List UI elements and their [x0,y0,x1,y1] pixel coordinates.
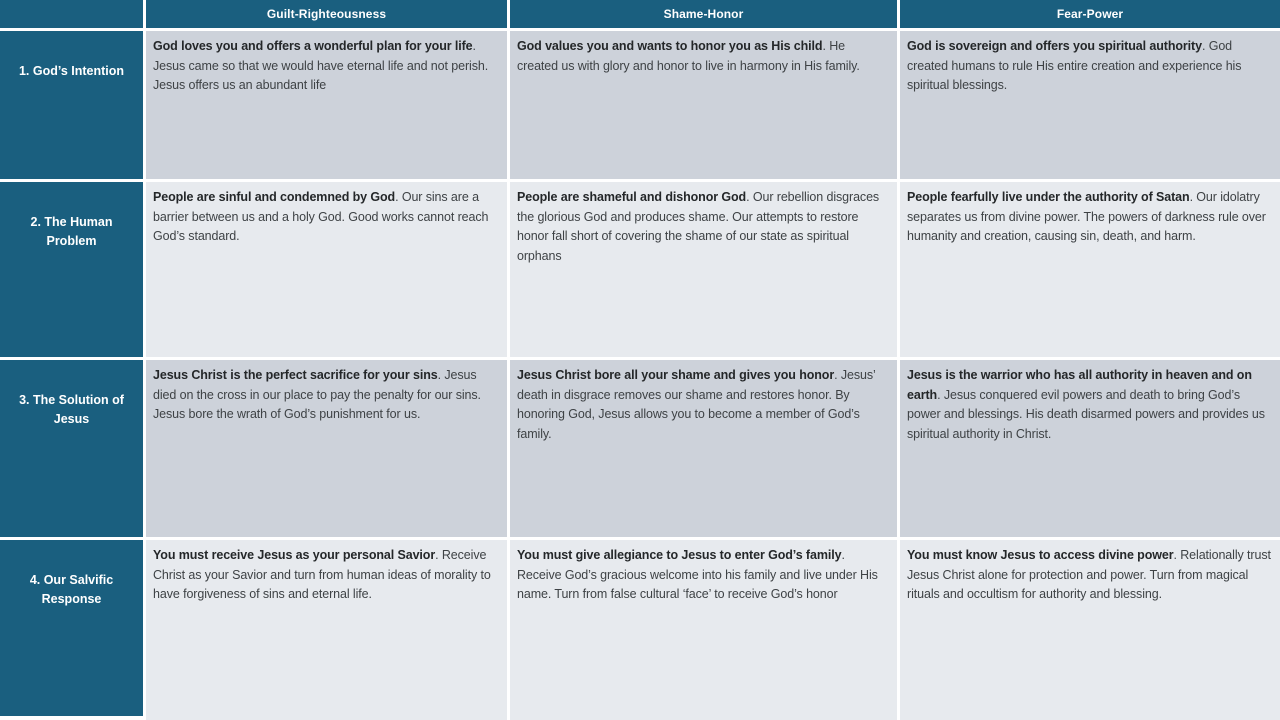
cell-lead-text: People are sinful and condemned by God [153,190,396,204]
cell-lead-text: People are shameful and dishonor God [517,190,747,204]
cell-body-text: . Jesus’ death in disgrace removes our shame and restores honor. By honoring God, Jesus allows you to become a member of God’s family. [517,368,876,441]
cell-lead-text: You must know Jesus to access divine power [907,548,1174,562]
cell-r2-shame [510,182,897,357]
row-label-solution-of-jesus: 3. The Solution of Jesus [0,360,143,537]
cell-r4-shame [510,540,897,720]
cell-lead-text: God values you and wants to honor you as His child [517,39,823,53]
column-header-label: Shame-Honor [663,7,744,21]
cell-r3-guilt [146,360,507,537]
cell-lead-text: You must receive Jesus as your personal Savior [153,548,436,562]
column-header-label: Fear-Power [1056,7,1124,21]
cell-body-text: . Our rebellion disgraces the glorious God and produces shame. Our attempts to restore honor fall short of covering the shame of our state as spiritual orphans [517,190,880,263]
cell-lead-text: You must give allegiance to Jesus to enter God’s family [517,548,842,562]
cell-r4-guilt [146,540,507,720]
cell-body-text: . God created humans to rule His entire creation and experience his spiritual blessings. [907,39,1242,92]
cell-r3-shame [510,360,897,537]
cell-lead-text: Jesus is the warrior who has all authority in heaven and on earth [907,368,1252,402]
column-header-guilt-righteousness [146,0,507,28]
cell-body-text: . Receive God’s gracious welcome into his family and live under His name. Turn from false cultural ‘face’ to receive God’s honor [517,548,878,601]
cell-body-text: . Our idolatry separates us from divine power. The powers of darkness rule over humanity and creation, causing sin, death, and harm. [907,190,1266,243]
cell-body-text: . Jesus died on the cross in our place to pay the penalty for our sins. Jesus bore the wrath of God’s punishment for us. [153,368,481,421]
cell-body-text: . Receive Christ as your Savior and turn from human ideas of morality to have forgiveness of sins and eternal life. [153,548,491,601]
column-header-label: Guilt-Righteousness [266,7,387,21]
column-header-fear-power [900,0,1280,28]
cell-body-text: . Relationally trust Jesus Christ alone for protection and power. Turn from magical rituals and occultism for authority and blessing. [907,548,1271,601]
corner-cell [0,0,143,28]
row-label-gods-intention: 1. God’s Intention [0,31,143,179]
cell-r1-guilt [146,31,507,179]
cell-lead-text: God is sovereign and offers you spiritual authority [907,39,1202,53]
cell-lead-text: Jesus Christ is the perfect sacrifice for your sins [153,368,438,382]
cell-body-text: . Our sins are a barrier between us and a holy God. Good works cannot reach God’s standard. [153,190,489,243]
row-label-human-problem: 2. The Human Problem [0,182,143,357]
cell-lead-text: Jesus Christ bore all your shame and gives you honor [517,368,835,382]
cell-body-text: . He created us with glory and honor to live in harmony in His family. [517,39,860,73]
cell-body-text: . Jesus came so that we would have eternal life and not perish. Jesus offers us an abundant life [153,39,489,92]
cell-r3-fear [900,360,1280,537]
cell-body-text: . Jesus conquered evil powers and death to bring God’s power and blessings. His death disarmed powers and provides us spiritual authority in Christ. [907,387,1265,441]
cell-r4-fear [900,540,1280,720]
column-header-shame-honor [510,0,897,28]
cell-r2-guilt [146,182,507,357]
cell-lead-text: People fearfully live under the authority of Satan [907,190,1190,204]
cell-r1-shame [510,31,897,179]
cell-r1-fear [900,31,1280,179]
cell-r2-fear [900,182,1280,357]
cell-lead-text: God loves you and offers a wonderful plan for your life [153,39,473,53]
row-label-salvific-response: 4. Our Salvific Response [0,540,143,720]
